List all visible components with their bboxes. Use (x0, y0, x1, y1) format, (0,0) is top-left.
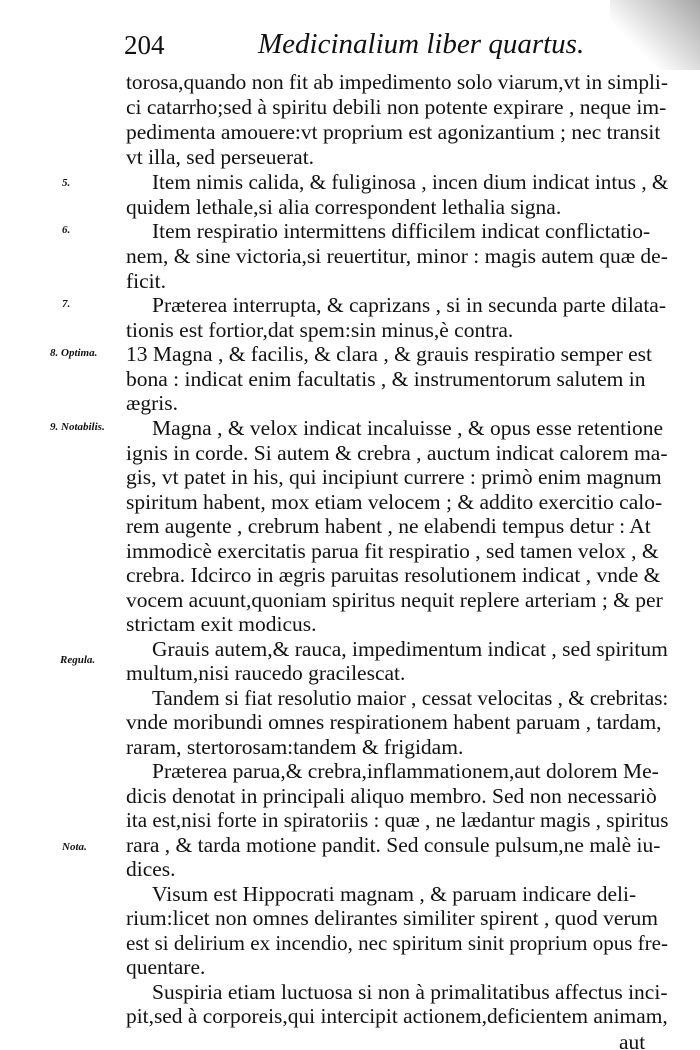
text-line: rium:licet non omnes delirantes similiter spirent , quod verum (126, 906, 659, 930)
text-line: ignis in corde. Si autem & crebra , auctum indicat calorem ma- (126, 441, 668, 465)
text-line: ficit. (126, 269, 166, 293)
text-line: dicis denotat in principali aliquo membro. Sed non necessariò (126, 784, 657, 808)
text-line: raram, stertorosam:tandem & frigidam. (126, 735, 464, 759)
text-line: Item respiratio intermittens difficilem indicat conflictatio- (152, 219, 651, 243)
text-line: Item nimis calida, & fuliginosa , incen dium indicat intus , & (152, 170, 669, 194)
text-line: Suspiria etiam luctuosa si non à primalitatibus affectus inci- (152, 980, 668, 1004)
text-line: vnde moribundi omnes respirationem habent paruam , tardam, (126, 710, 662, 734)
margin-note: 7. (62, 298, 71, 310)
text-line: pit,sed à corporeis,qui intercipit actionem,deficientem animam, (126, 1004, 668, 1028)
text-line: nem, & sine victoria,si reuertitur, minor : magis autem quæ de- (126, 244, 668, 268)
margin-note: 8. Optima. (50, 347, 98, 359)
text-line: ita est,nisi forte in spiratoriis : quæ , ne lædantur magis , spiritus (126, 808, 669, 832)
text-line: rem augente , crebrum habent , ne elabendi tempus detur : At (126, 514, 651, 538)
text-line: pedimenta amouere:vt proprium est agonizantium ; nec transit (126, 120, 661, 144)
text-line: Præterea interrupta, & caprizans , si in secunda parte dilata- (152, 293, 667, 317)
text-line: vt illa, sed perseuerat. (126, 145, 315, 169)
text-line: ægris. (126, 391, 178, 415)
margin-note: 6. (62, 224, 71, 236)
text-line: bona : indicat enim facultatis , & instrumentorum salutem in (126, 367, 646, 391)
margin-note: Regula. (60, 654, 96, 666)
text-line: Præterea parua,& crebra,inflammationem,aut dolorem Me- (152, 759, 659, 783)
catchword: aut (619, 1030, 646, 1050)
text-line: ci catarrho;sed à spiritu debili non potente expirare , neque im- (126, 95, 667, 119)
page-number: 204 (124, 30, 165, 60)
text-line: vocem acuunt,quoniam spiritus nequit replere arteriam ; & per (126, 588, 663, 612)
text-line: spiritum habent, mox etiam velocem ; & addito exercitio calo- (126, 490, 663, 514)
text-line: 13 Magna , & facilis, & clara , & grauis respiratio semper est (126, 342, 652, 366)
text-line: quidem lethale,si alia correspondent lethalia signa. (126, 195, 562, 219)
margin-note: 9. Notabilis. (50, 421, 105, 433)
text-line: Visum est Hippocrati magnam , & paruam indicare deli- (152, 882, 637, 906)
scan-shadow (610, 0, 700, 70)
text-line: Tandem si fiat resolutio maior , cessat velocitas , & crebritas: (152, 686, 669, 710)
text-line: torosa,quando non fit ab impedimento solo viarum,vt in simpli- (126, 70, 668, 94)
margin-note: Nota. (62, 841, 87, 853)
text-line: gis, vt patet in his, qui incipiunt currere : primò enim magnum (126, 465, 662, 489)
text-line: rara , & tarda motione pandit. Sed consule pulsum,ne malè iu- (126, 833, 661, 857)
running-title: Medicinalium liber quartus. (258, 28, 585, 60)
text-line: multum,nisi raucedo gracilescat. (126, 661, 406, 685)
text-line: Grauis autem,& rauca, impedimentum indicat , sed spiritum (152, 637, 668, 661)
text-line: dices. (126, 857, 176, 881)
text-line: immodicè exercitatis parua fit respiratio , sed tamen velox , & (126, 539, 659, 563)
text-line: est si delirium ex incendio, nec spiritum sinit proprium opus fre- (126, 931, 668, 955)
text-line: Magna , & velox indicat incaluisse , & opus esse retentione (152, 416, 664, 440)
text-line: crebra. Idcirco in ægris paruitas resolutionem indicat , vnde & (126, 563, 661, 587)
text-line: tionis est fortior,dat spem:sin minus,è contra. (126, 318, 514, 342)
text-line: quentare. (126, 955, 206, 979)
margin-note: 5. (62, 177, 71, 189)
text-line: strictam exit modicus. (126, 612, 317, 636)
